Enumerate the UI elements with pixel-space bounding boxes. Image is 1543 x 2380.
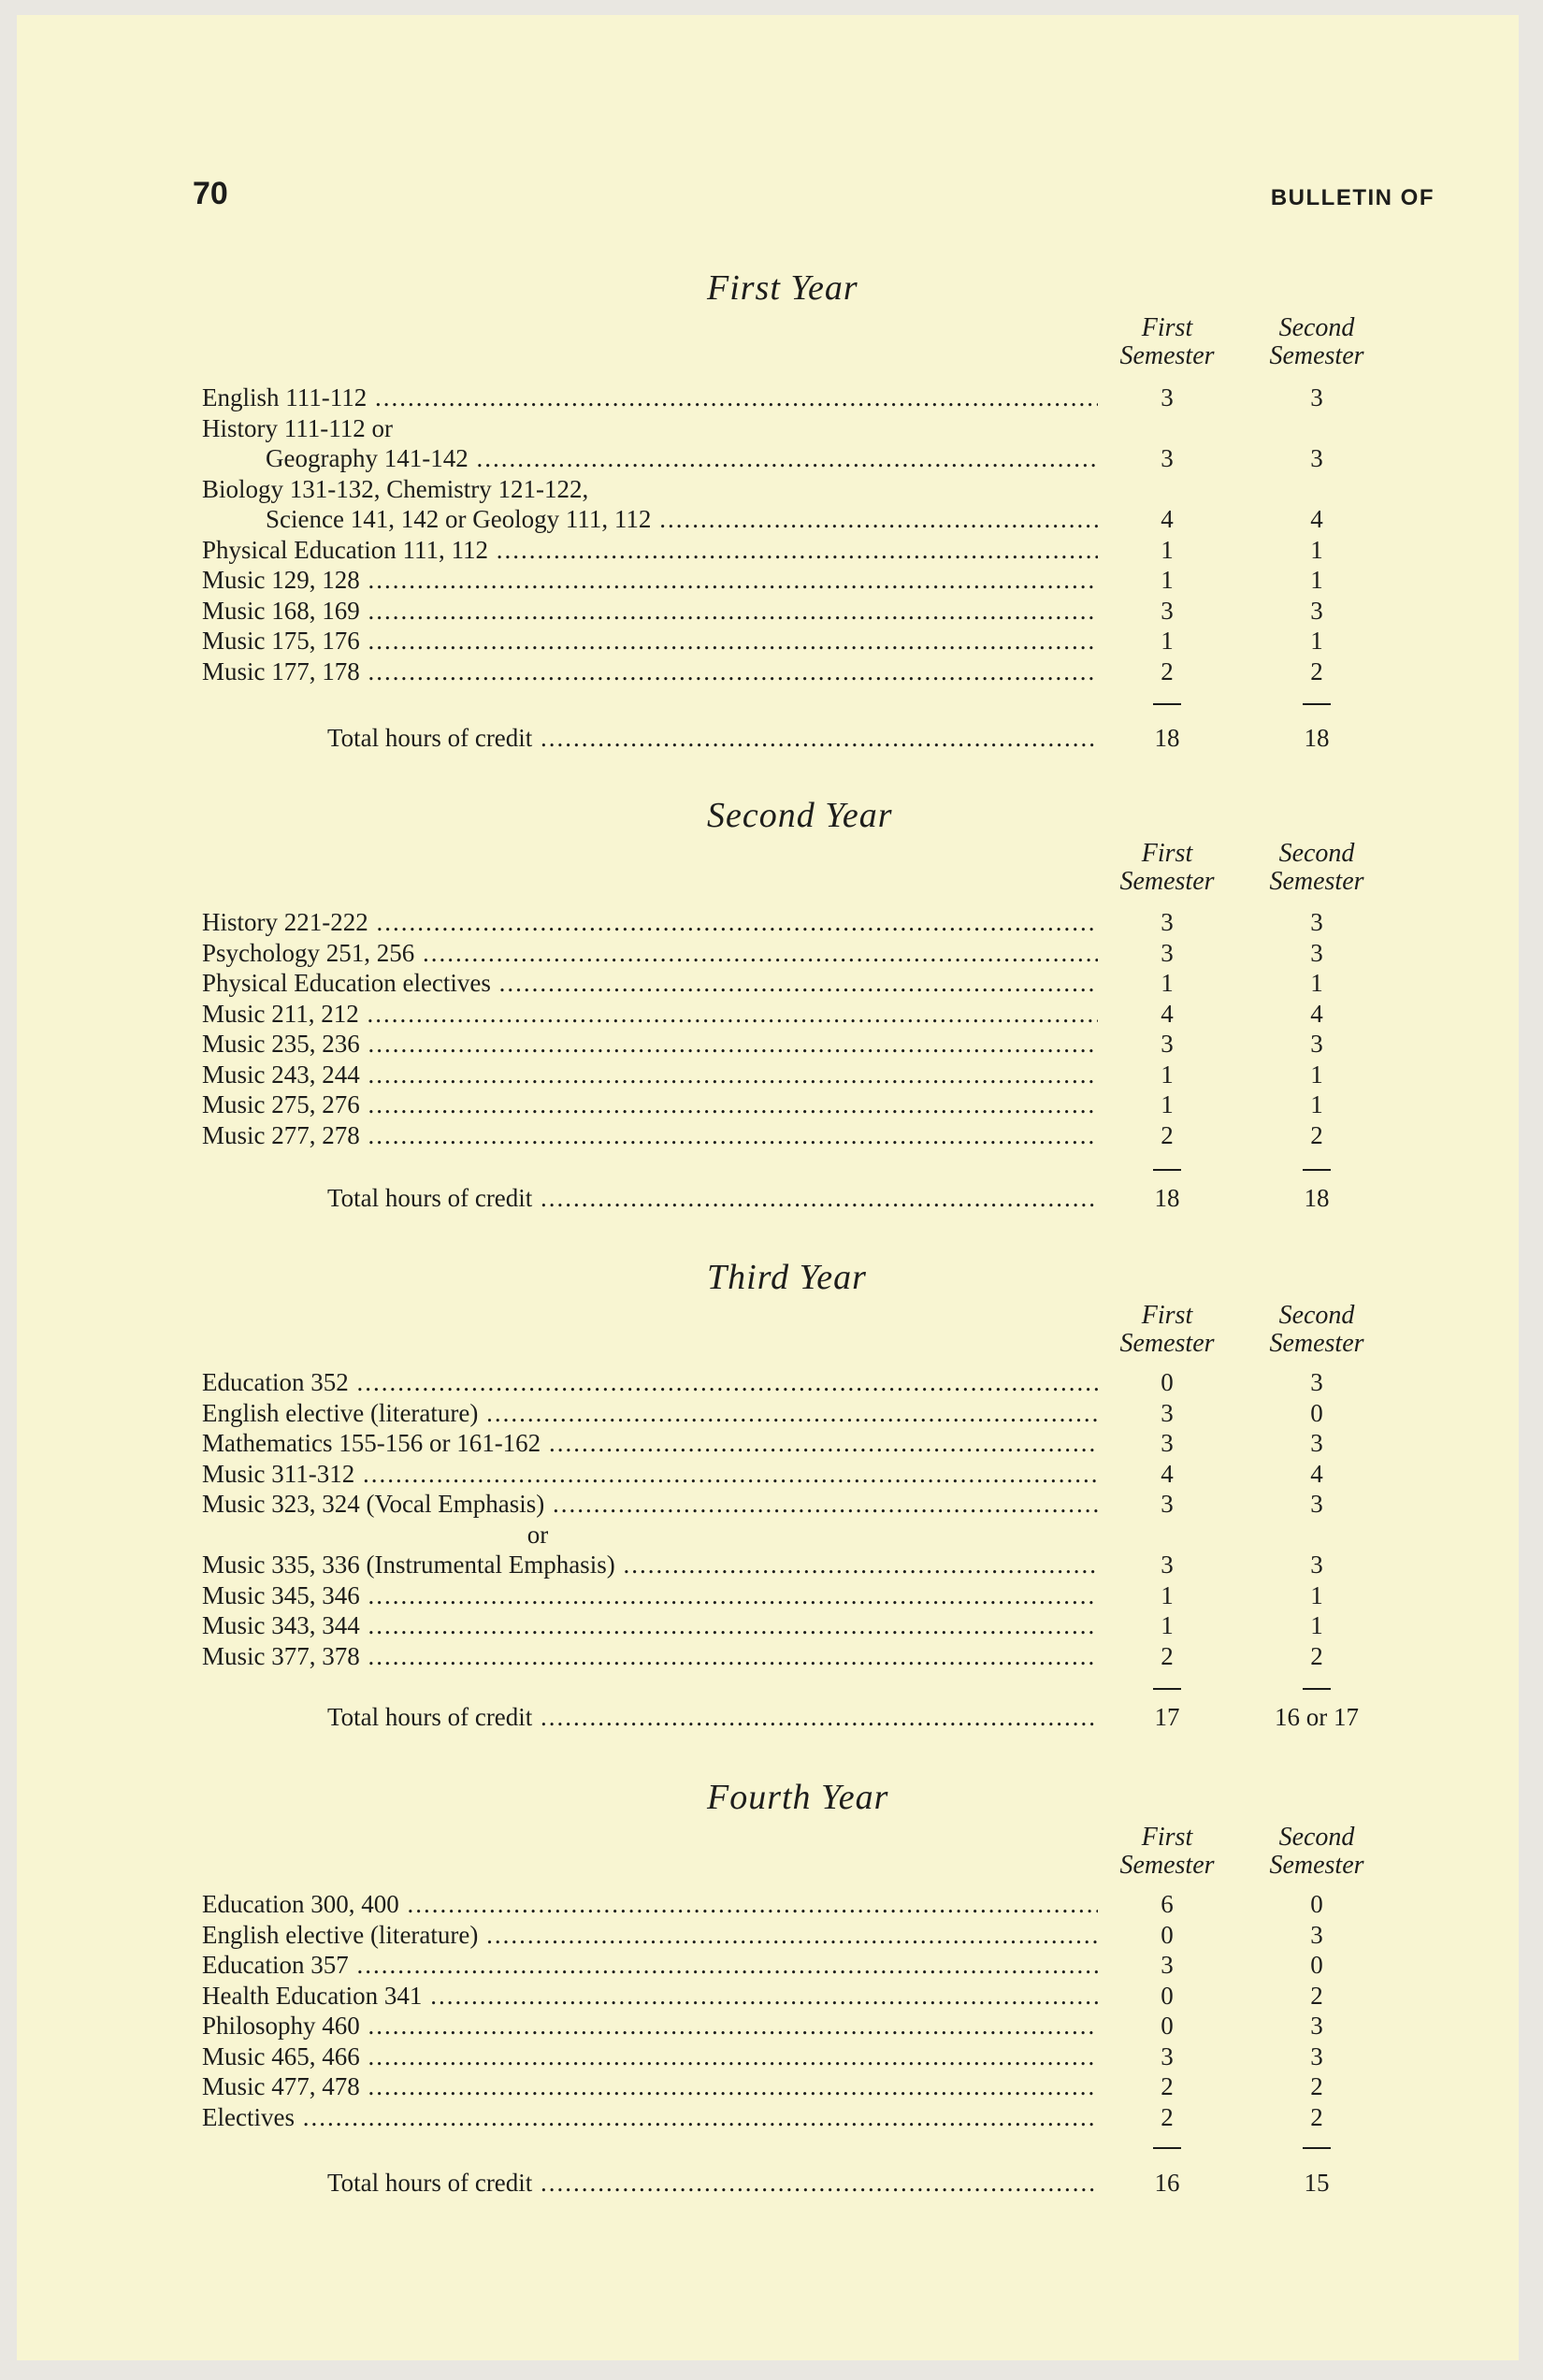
course-label: Psychology 251, 256 ..... <box>202 938 1098 969</box>
course-row <box>0 1641 1543 1672</box>
second-semester-value: 1 <box>1310 1090 1323 1118</box>
course-label: English elective (literature) ..... <box>202 1398 1098 1429</box>
second-semester-value: 4 <box>1310 1460 1323 1488</box>
page-number: 70 <box>193 176 228 211</box>
first-semester-value: 0 <box>1161 1982 1174 2010</box>
course-row <box>0 1981 1543 2012</box>
course-label: Education 357 ..... <box>202 1950 1098 1981</box>
second-semester-value: 3 <box>1310 383 1323 411</box>
total-row <box>0 723 1543 754</box>
first-semester-header: First Semester <box>1119 1301 1215 1358</box>
course-row <box>0 2041 1543 2072</box>
course-label: Music 243, 244 ..... <box>202 1060 1098 1090</box>
total-label: Total hours of credit ..... <box>327 2168 1098 2199</box>
course-label: Music 275, 276 ..... <box>202 1089 1098 1120</box>
course-row <box>0 565 1543 596</box>
course-row <box>0 2102 1543 2133</box>
second-semester-value: 3 <box>1310 2042 1323 2070</box>
course-row <box>0 1920 1543 1951</box>
total-row <box>0 2168 1543 2199</box>
course-label: History 221-222 ..... <box>202 907 1098 938</box>
first-semester-value: 2 <box>1161 2072 1174 2100</box>
course-row <box>0 1610 1543 1641</box>
course-row <box>0 1489 1543 1520</box>
second-semester-total: 18 <box>1304 1184 1330 1212</box>
year-title: Third Year <box>707 1258 867 1297</box>
running-head: BULLETIN OF <box>1270 185 1435 210</box>
first-semester-value: 1 <box>1161 1581 1174 1609</box>
second-semester-header: Second Semester <box>1269 1301 1364 1358</box>
second-semester-value: 3 <box>1310 444 1323 472</box>
total-label: Total hours of credit ..... <box>327 1183 1098 1214</box>
course-label: Science 141, 142 or Geology 111, 112 ..... <box>266 504 1098 535</box>
first-semester-value: 6 <box>1161 1890 1174 1918</box>
first-semester-value: 1 <box>1161 1090 1174 1118</box>
course-label: Music 323, 324 (Vocal Emphasis) ..... <box>202 1489 1098 1520</box>
course-label: Music 277, 278 ..... <box>202 1120 1098 1151</box>
course-row <box>0 1060 1543 1090</box>
first-semester-value: 1 <box>1161 1611 1174 1639</box>
course-label: Education 300, 400 ..... <box>202 1889 1098 1920</box>
course-label: Mathematics 155-156 or 161-162 ..... <box>202 1428 1098 1459</box>
first-semester-total: 16 <box>1154 2169 1180 2197</box>
sum-rule <box>1153 2147 1181 2149</box>
first-semester-value: 1 <box>1161 1060 1174 1089</box>
second-semester-value: 1 <box>1310 1611 1323 1639</box>
first-semester-value: 3 <box>1161 939 1174 967</box>
total-row <box>0 1702 1543 1733</box>
second-semester-value: 3 <box>1310 2012 1323 2040</box>
course-row <box>0 474 1543 505</box>
second-semester-value: 1 <box>1310 627 1323 655</box>
course-row <box>0 968 1543 999</box>
course-label: Physical Education 111, 112 ..... <box>202 535 1098 566</box>
first-semester-value: 2 <box>1161 2103 1174 2131</box>
year-title: Second Year <box>707 796 893 835</box>
course-label: Electives ..... <box>202 2102 1098 2133</box>
or-label: or <box>526 1521 549 1549</box>
course-label: Music 175, 176 ..... <box>202 626 1098 656</box>
course-label: Music 343, 344 ..... <box>202 1610 1098 1641</box>
first-semester-value: 3 <box>1161 1429 1174 1457</box>
first-semester-value: 3 <box>1161 1030 1174 1058</box>
course-label: Physical Education electives ..... <box>202 968 1098 999</box>
second-semester-value: 3 <box>1310 1030 1323 1058</box>
second-semester-value: 2 <box>1310 2103 1323 2131</box>
course-row <box>0 504 1543 535</box>
second-semester-value: 3 <box>1310 1551 1323 1579</box>
course-label: Music 129, 128 ..... <box>202 565 1098 596</box>
second-semester-value: 1 <box>1310 1060 1323 1089</box>
first-semester-value: 1 <box>1161 627 1174 655</box>
total-label: Total hours of credit ..... <box>327 1702 1098 1733</box>
course-row <box>0 1520 1543 1551</box>
first-semester-value: 3 <box>1161 1399 1174 1427</box>
second-semester-value: 3 <box>1310 1368 1323 1396</box>
second-semester-total: 18 <box>1304 724 1330 752</box>
first-semester-value: 1 <box>1161 566 1174 594</box>
first-semester-value: 3 <box>1161 597 1174 625</box>
first-semester-value: 2 <box>1161 1121 1174 1149</box>
first-semester-value: 3 <box>1161 2042 1174 2070</box>
second-semester-header: Second Semester <box>1269 839 1364 896</box>
course-row <box>0 938 1543 969</box>
first-semester-total: 18 <box>1154 724 1180 752</box>
first-semester-value: 0 <box>1161 1921 1174 1949</box>
second-semester-header: Second Semester <box>1269 1823 1364 1880</box>
total-row <box>0 1183 1543 1214</box>
first-semester-value: 4 <box>1161 505 1174 533</box>
course-row <box>0 999 1543 1030</box>
second-semester-value: 4 <box>1310 505 1323 533</box>
second-semester-value: 3 <box>1310 939 1323 967</box>
course-label: Music 465, 466 ..... <box>202 2041 1098 2072</box>
second-semester-total: 16 or 17 <box>1275 1703 1359 1731</box>
course-row <box>0 1428 1543 1459</box>
course-row <box>0 413 1543 444</box>
course-row <box>0 1029 1543 1060</box>
first-semester-value: 0 <box>1161 2012 1174 2040</box>
sum-rule <box>1153 1169 1181 1171</box>
second-semester-value: 4 <box>1310 1000 1323 1028</box>
course-row <box>0 443 1543 474</box>
first-semester-value: 3 <box>1161 383 1174 411</box>
second-semester-value: 2 <box>1310 657 1323 685</box>
course-row <box>0 656 1543 687</box>
second-semester-header: Second Semester <box>1269 313 1364 370</box>
course-label: Education 352 ..... <box>202 1367 1098 1398</box>
course-row <box>0 2071 1543 2102</box>
second-semester-value: 0 <box>1310 1399 1323 1427</box>
course-row <box>0 1089 1543 1120</box>
course-row <box>0 1550 1543 1580</box>
first-semester-value: 3 <box>1161 1490 1174 1518</box>
page-header <box>193 176 1435 232</box>
second-semester-value: 3 <box>1310 1921 1323 1949</box>
first-semester-value: 0 <box>1161 1368 1174 1396</box>
course-row <box>0 1580 1543 1611</box>
first-semester-header: First Semester <box>1119 313 1215 370</box>
sum-rule <box>1303 703 1331 705</box>
course-label: Music 235, 236 ..... <box>202 1029 1098 1060</box>
first-semester-value: 1 <box>1161 536 1174 564</box>
course-label: Health Education 341 ..... <box>202 1981 1098 2012</box>
second-semester-value: 2 <box>1310 1642 1323 1670</box>
second-semester-value: 3 <box>1310 1490 1323 1518</box>
second-semester-value: 1 <box>1310 536 1323 564</box>
course-row <box>0 1398 1543 1429</box>
course-row <box>0 1120 1543 1151</box>
first-semester-value: 2 <box>1161 657 1174 685</box>
course-label: Biology 131-132, Chemistry 121-122, <box>202 475 589 503</box>
course-label: English 111-112 ..... <box>202 382 1098 413</box>
second-semester-value: 1 <box>1310 1581 1323 1609</box>
first-semester-value: 1 <box>1161 969 1174 997</box>
course-row <box>0 907 1543 938</box>
first-semester-value: 3 <box>1161 908 1174 936</box>
course-row <box>0 626 1543 656</box>
course-label: Music 211, 212 ..... <box>202 999 1098 1030</box>
sum-rule <box>1303 2147 1331 2149</box>
first-semester-value: 4 <box>1161 1000 1174 1028</box>
first-semester-total: 17 <box>1154 1703 1180 1731</box>
course-row <box>0 1889 1543 1920</box>
course-label: Music 335, 336 (Instrumental Emphasis) ..... <box>202 1550 1098 1580</box>
course-label: Music 345, 346 ..... <box>202 1580 1098 1611</box>
year-title: First Year <box>707 268 858 308</box>
second-semester-value: 1 <box>1310 566 1323 594</box>
sum-rule <box>1153 703 1181 705</box>
year-title: Fourth Year <box>707 1778 889 1817</box>
course-row <box>0 2011 1543 2041</box>
second-semester-value: 3 <box>1310 908 1323 936</box>
second-semester-value: 2 <box>1310 2072 1323 2100</box>
first-semester-header: First Semester <box>1119 839 1215 896</box>
total-label: Total hours of credit ..... <box>327 723 1098 754</box>
course-row <box>0 382 1543 413</box>
second-semester-value: 1 <box>1310 969 1323 997</box>
second-semester-value: 0 <box>1310 1890 1323 1918</box>
second-semester-value: 3 <box>1310 597 1323 625</box>
course-label: Music 168, 169 ..... <box>202 596 1098 627</box>
second-semester-value: 3 <box>1310 1429 1323 1457</box>
second-semester-total: 15 <box>1304 2169 1330 2197</box>
first-semester-header: First Semester <box>1119 1823 1215 1880</box>
course-label: Music 311-312 ..... <box>202 1459 1098 1490</box>
second-semester-value: 2 <box>1310 1121 1323 1149</box>
first-semester-total: 18 <box>1154 1184 1180 1212</box>
course-label: Geography 141-142 ..... <box>266 443 1098 474</box>
sum-rule <box>1153 1688 1181 1690</box>
course-row <box>0 535 1543 566</box>
sum-rule <box>1303 1169 1331 1171</box>
second-semester-value: 2 <box>1310 1982 1323 2010</box>
course-row <box>0 1459 1543 1490</box>
course-label: Music 177, 178 ..... <box>202 656 1098 687</box>
course-row <box>0 596 1543 627</box>
course-row <box>0 1950 1543 1981</box>
course-label: English elective (literature) ..... <box>202 1920 1098 1951</box>
first-semester-value: 2 <box>1161 1642 1174 1670</box>
sum-rule <box>1303 1688 1331 1690</box>
second-semester-value: 0 <box>1310 1951 1323 1979</box>
course-label: Music 377, 378 ..... <box>202 1641 1098 1672</box>
course-row <box>0 1367 1543 1398</box>
course-label: History 111-112 or <box>202 414 393 442</box>
course-label: Music 477, 478 ..... <box>202 2071 1098 2102</box>
first-semester-value: 3 <box>1161 444 1174 472</box>
first-semester-value: 3 <box>1161 1551 1174 1579</box>
first-semester-value: 4 <box>1161 1460 1174 1488</box>
course-label: Philosophy 460 ..... <box>202 2011 1098 2041</box>
first-semester-value: 3 <box>1161 1951 1174 1979</box>
